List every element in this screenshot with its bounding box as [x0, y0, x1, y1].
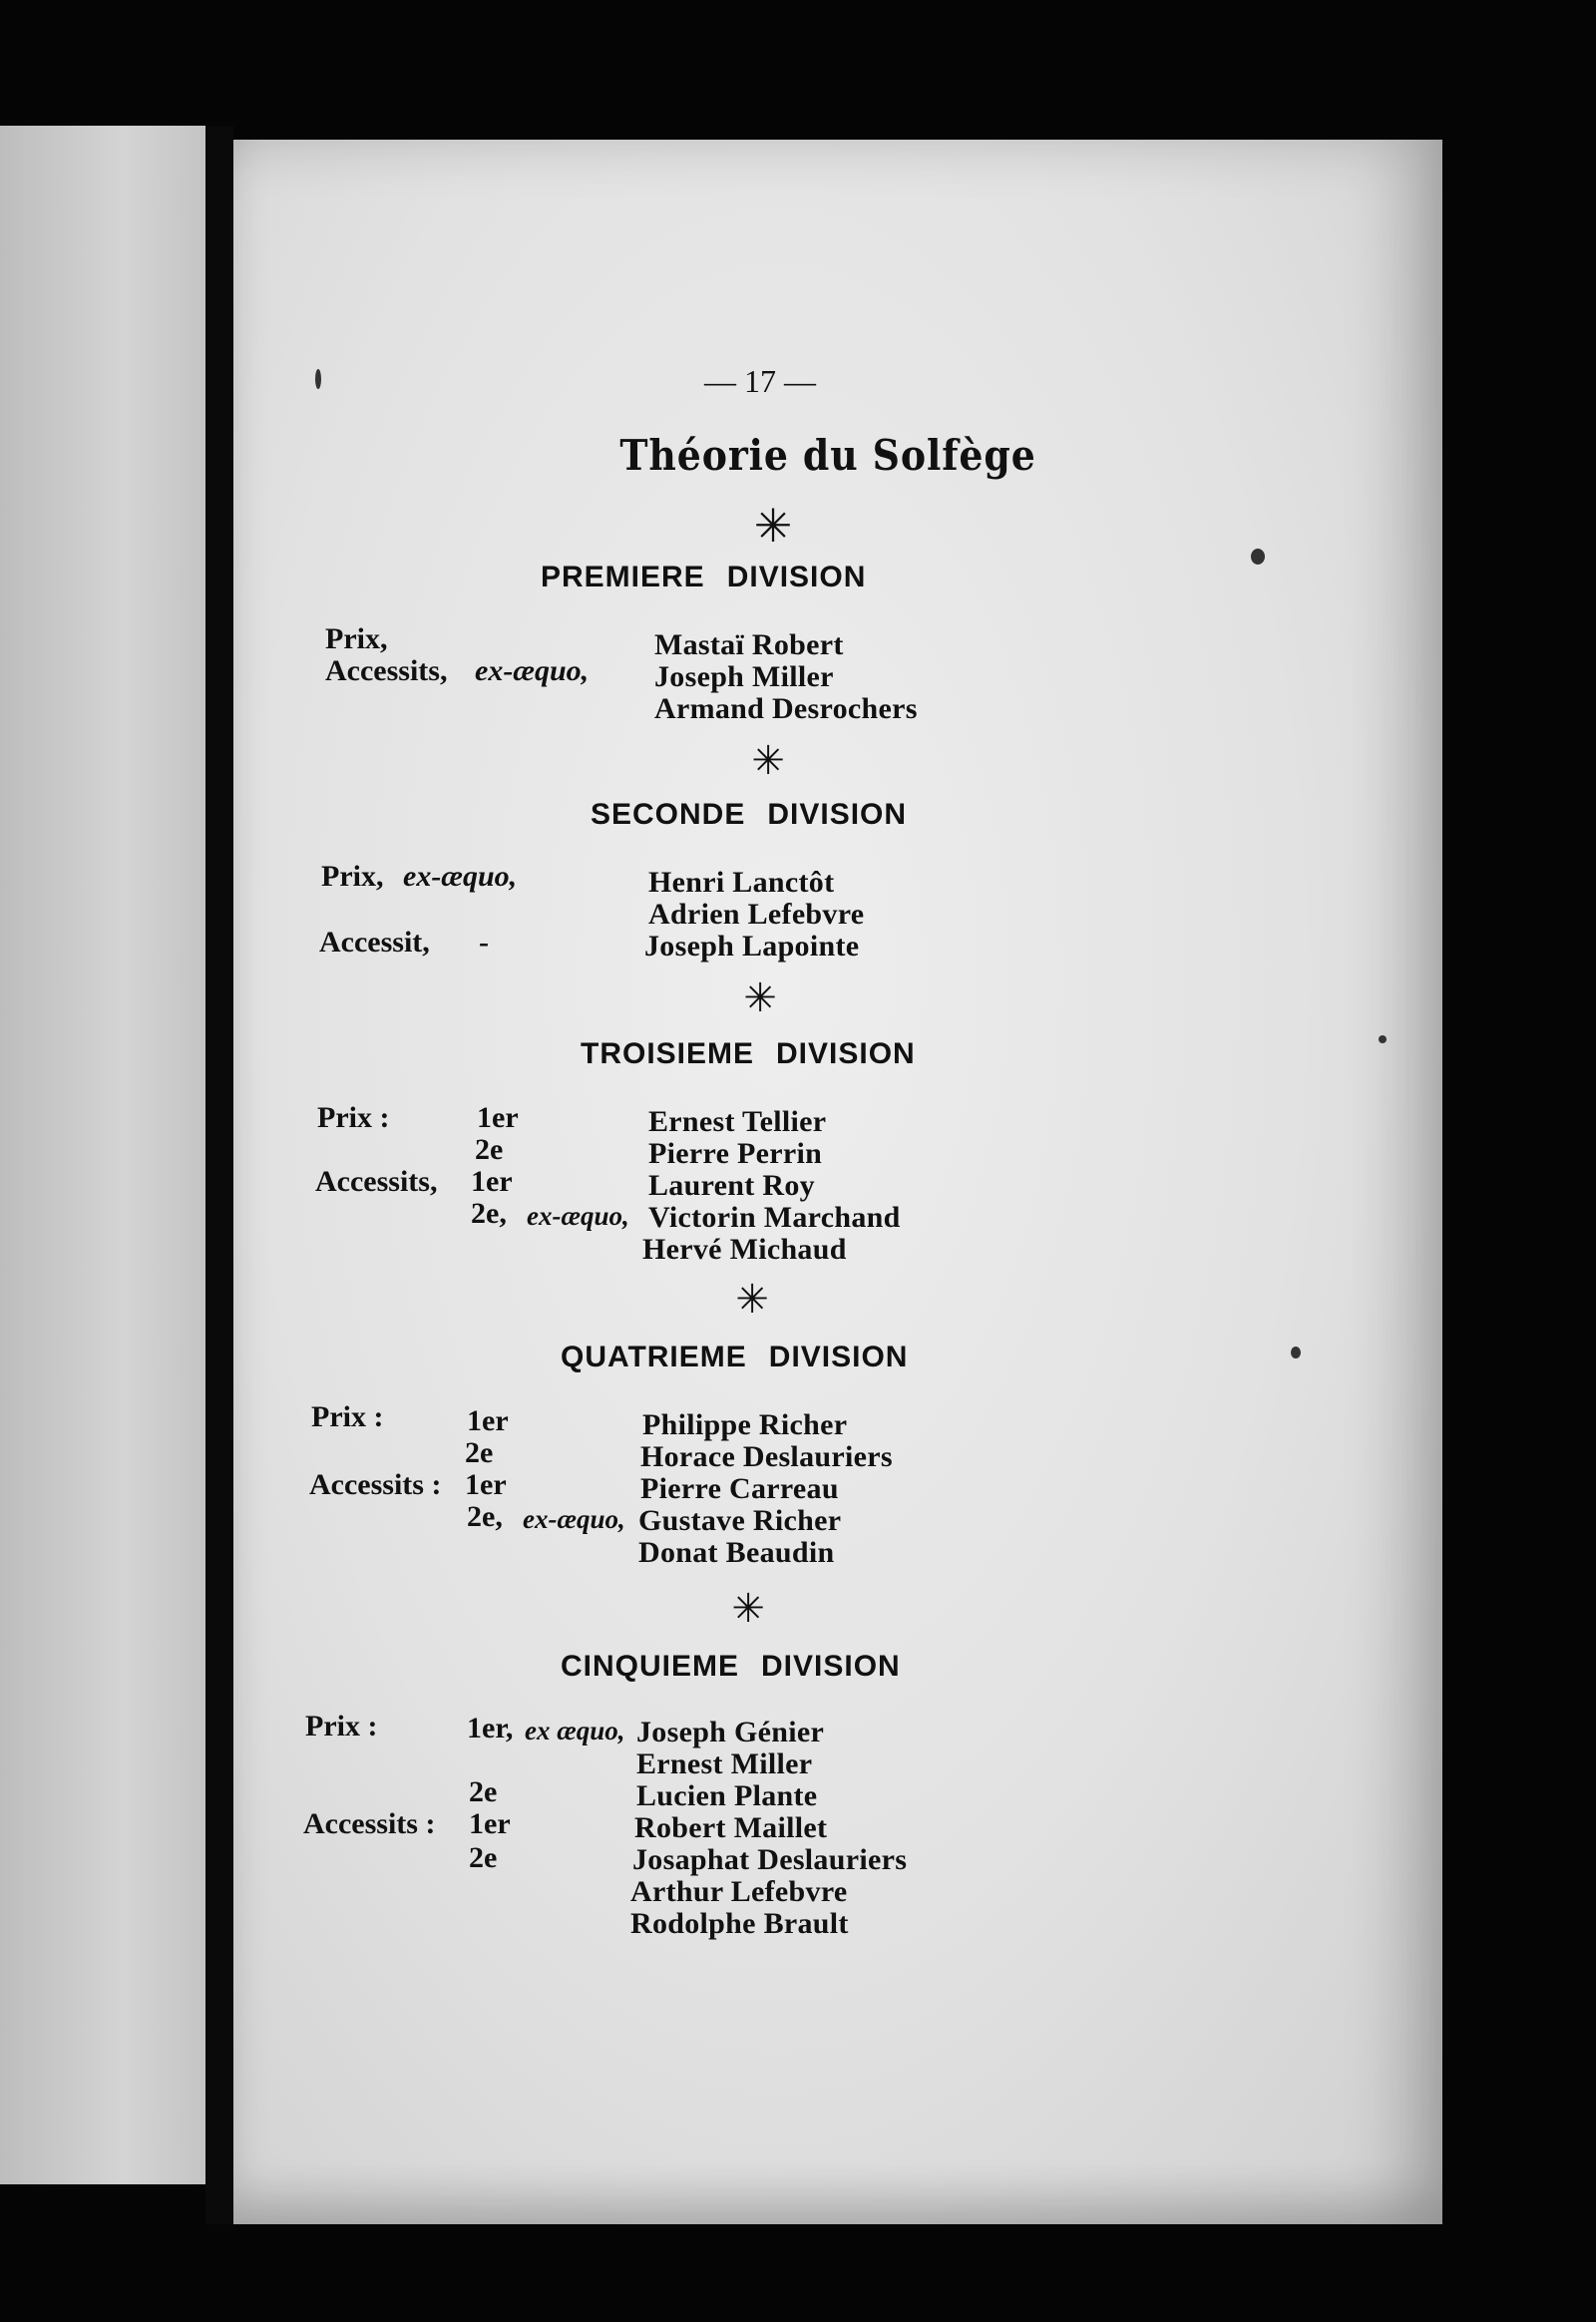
rank-label: 1er [469, 1807, 511, 1840]
ex-aequo-note: ex-æquo, [523, 1504, 625, 1534]
award-label: Prix : [305, 1710, 378, 1742]
student-name: Henri Lanctôt [648, 866, 835, 899]
award-label: Accessits : [309, 1468, 442, 1501]
division-heading: QUATRIEME DIVISION [561, 1341, 909, 1373]
ex-aequo-note: ex-æquo, [403, 860, 518, 893]
award-label: Accessits : [303, 1807, 436, 1840]
student-name: Mastaï Robert [654, 628, 844, 661]
division-heading: PREMIERE DIVISION [541, 561, 867, 593]
page-title: Théorie du Solfège [619, 431, 1036, 480]
facing-page-edge [0, 126, 205, 2184]
award-label: Prix : [317, 1101, 390, 1134]
rank-label: 1er [465, 1468, 507, 1501]
student-name: Ernest Miller [636, 1747, 813, 1780]
student-name: Philippe Richer [642, 1408, 848, 1441]
divider-asterisk: ✳ [751, 738, 785, 784]
student-name: Laurent Roy [648, 1169, 815, 1202]
student-name: Victorin Marchand [648, 1201, 901, 1234]
divider-asterisk: ✳ [743, 975, 777, 1021]
rank-label: 1er [467, 1404, 509, 1437]
student-name: Pierre Carreau [640, 1472, 839, 1505]
ink-mark [315, 369, 321, 389]
student-name: Rodolphe Brault [630, 1907, 849, 1940]
book-spine [205, 126, 233, 2224]
student-name: Armand Desrochers [654, 692, 918, 725]
student-name: Joseph Miller [654, 660, 834, 693]
rank-label: 2e [469, 1841, 498, 1874]
student-name: Lucien Plante [636, 1779, 818, 1812]
student-name: Arthur Lefebvre [630, 1875, 848, 1908]
student-name: Joseph Génier [636, 1716, 825, 1748]
student-name: Adrien Lefebvre [648, 898, 865, 931]
student-name: Pierre Perrin [648, 1137, 823, 1170]
division-heading: TROISIEME DIVISION [581, 1037, 916, 1070]
division-heading: CINQUIEME DIVISION [561, 1650, 901, 1683]
rank-label: 2e [475, 1133, 504, 1166]
student-name: Horace Deslauriers [640, 1440, 893, 1473]
ink-mark [1251, 549, 1265, 565]
divider-asterisk: ✳ [731, 1586, 765, 1632]
award-label: Prix, [325, 622, 388, 655]
rank-label: 1er [477, 1101, 519, 1134]
ink-mark [1379, 1035, 1387, 1043]
award-label: Accessits, [325, 654, 448, 687]
ink-mark [1291, 1347, 1301, 1358]
award-label: Prix : [311, 1400, 384, 1433]
rank-label: 1er [471, 1165, 513, 1198]
student-name: Ernest Tellier [648, 1105, 827, 1138]
ex-aequo-note: ex æquo, [525, 1716, 625, 1745]
student-name: Donat Beaudin [638, 1536, 835, 1569]
rank-label: 2e [469, 1775, 498, 1808]
ex-aequo-note: ex-æquo, [475, 654, 590, 687]
award-label: Prix, [321, 860, 384, 893]
dash-mark: - [479, 926, 489, 959]
award-label: Accessits, [315, 1165, 438, 1198]
rank-label: 2e, [471, 1197, 507, 1230]
student-name: Robert Maillet [634, 1811, 828, 1844]
student-name: Hervé Michaud [642, 1233, 847, 1266]
division-heading: SECONDE DIVISION [591, 798, 908, 831]
ex-aequo-note: ex-æquo, [527, 1201, 629, 1231]
student-name: Josaphat Deslauriers [632, 1843, 908, 1876]
student-name: Joseph Lapointe [644, 930, 860, 963]
rank-label: 2e, [467, 1500, 503, 1533]
rank-label: 2e [465, 1436, 494, 1469]
divider-asterisk: ✳ [735, 1277, 769, 1323]
student-name: Gustave Richer [638, 1504, 842, 1537]
divider-asterisk: ✳ [753, 499, 793, 553]
award-label: Accessit, [319, 926, 430, 959]
page-number: — 17 — [704, 363, 816, 399]
rank-label: 1er, [467, 1712, 514, 1744]
